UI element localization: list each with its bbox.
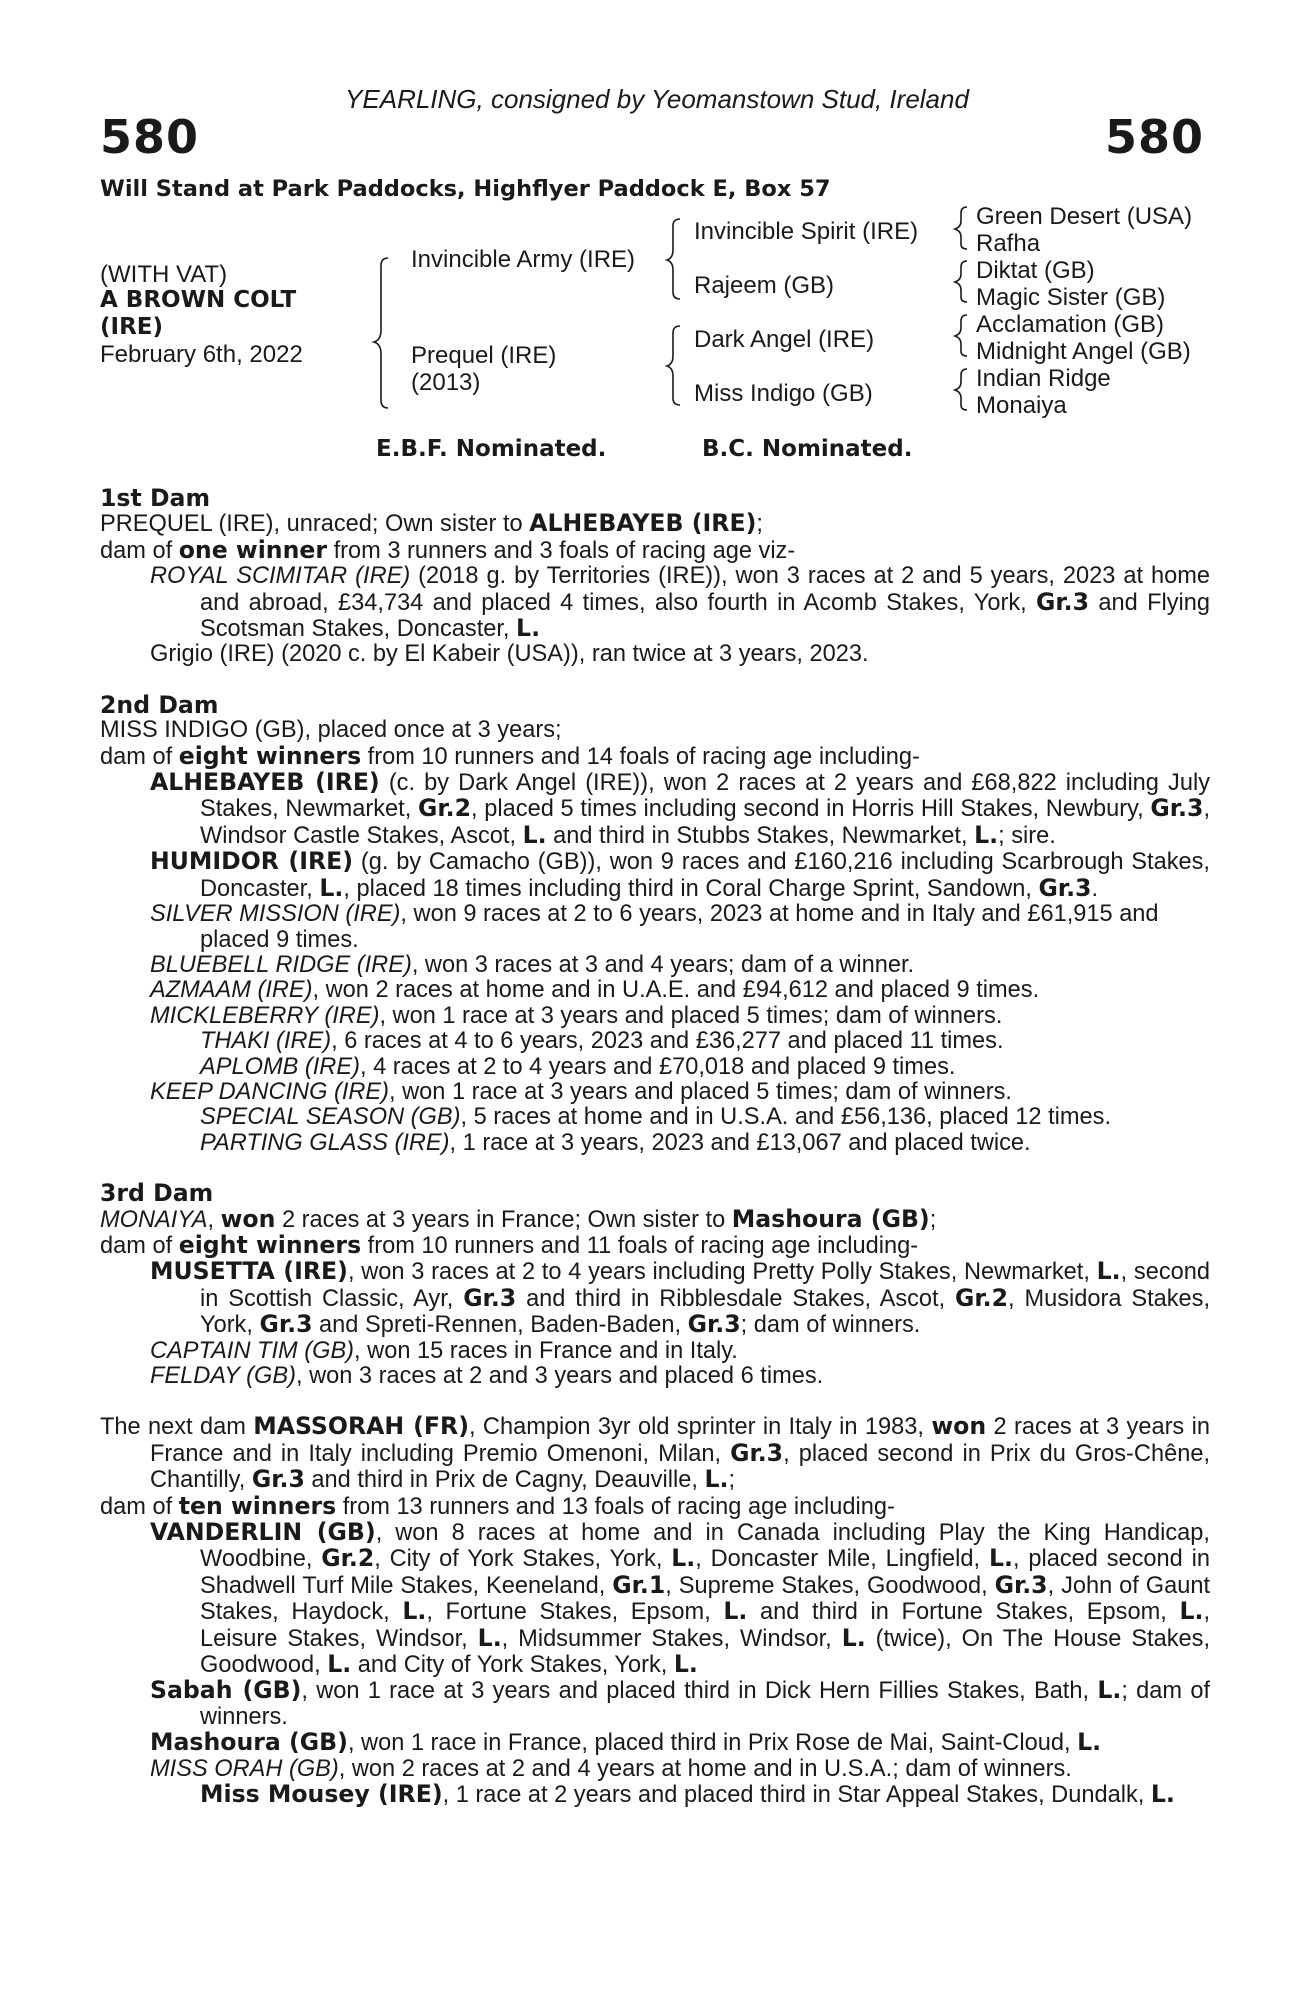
bc-nomination: B.C. Nominated. bbox=[702, 436, 913, 462]
ancestor-2: Rafha bbox=[976, 230, 1041, 257]
lot-number-right: 580 bbox=[1104, 110, 1204, 164]
first-dam-produce-summary: dam of one winner from 3 runners and 3 foals of racing age viz- bbox=[100, 535, 796, 564]
second-dam-produce-entry: KEEP DANCING (IRE), won 1 race at 3 years and placed 5 times; dam of winners. bbox=[150, 1078, 1012, 1105]
dam-foaled-year: (2013) bbox=[411, 369, 481, 396]
third-dam-produce-summary: dam of eight winners from 10 runners and 11 foals of racing age including- bbox=[100, 1230, 919, 1259]
third-dam-line: MONAIYA, won 2 races at 3 years in France; Own sister to Mashoura (GB); bbox=[100, 1204, 937, 1233]
third-dam-produce-entry: FELDAY (GB), won 3 races at 2 and 3 years and placed 6 times. bbox=[150, 1363, 824, 1389]
third-dam-produce-entry: CAPTAIN TIM (GB), won 15 races in France and in Italy. bbox=[150, 1337, 738, 1364]
pedigree-notes bbox=[100, 486, 1210, 1809]
first-dam-produce-entry: Grigio (IRE) (2020 c. by El Kabeir (USA)), ran twice at 3 years, 2023. bbox=[150, 641, 869, 668]
vat-note: (WITH VAT) bbox=[100, 261, 228, 288]
second-dam-produce-entry: SILVER MISSION (IRE), won 9 races at 2 to 6 years, 2023 at home and in Italy and £61,915 and placed 9 times. bbox=[150, 901, 1159, 953]
granddaughter-produce-entry: Miss Mousey (IRE), 1 race at 2 years and placed third in Star Appeal Stakes, Dundalk, L. bbox=[200, 1780, 1175, 1809]
horse-description: A BROWN COLT bbox=[100, 287, 297, 313]
ancestor-3: Diktat (GB) bbox=[976, 257, 1095, 284]
granddaughter-produce-entry: THAKI (IRE), 6 races at 4 to 6 years, 2023 and £36,277 and placed 11 times. bbox=[200, 1028, 1004, 1055]
consignment-heading: YEARLING, consigned by Yeomanstown Stud, Ireland bbox=[345, 84, 969, 114]
foaling-date: February 6th, 2022 bbox=[100, 341, 303, 368]
sire-sire-name: Invincible Spirit (IRE) bbox=[694, 218, 919, 245]
ancestor-1: Green Desert (USA) bbox=[976, 203, 1193, 230]
second-dam-produce-entry: MICKLEBERRY (IRE), won 1 race at 3 years and placed 5 times; dam of winners. bbox=[150, 1002, 1003, 1029]
granddaughter-produce-entry: SPECIAL SEASON (GB), 5 races at home and in U.S.A. and £56,136, placed 12 times. bbox=[200, 1104, 1112, 1131]
second-dam-produce-entry: BLUEBELL RIDGE (IRE), won 3 races at 3 and 4 years; dam of a winner. bbox=[150, 951, 915, 978]
fourth-dam-line: The next dam MASSORAH (FR), Champion 3yr old sprinter in Italy in 1983, won 2 races at 3 years in France and in Italy including Premio Omenoni, Milan, Gr.3, placed second in Prix du Gros-Chêne, Chantilly, Gr.3 and third in Prix de Cagny, Deauville, L.; bbox=[100, 1412, 1210, 1494]
second-dam-produce-entry: ALHEBAYEB (IRE) (c. by Dark Angel (IRE)), won 2 races at 2 years and £68,822 including July Stakes, Newmarket, Gr.2, placed 5 times including second in Horris Hill Stakes, Newbury, Gr.3, Windsor Castle Stakes, Ascot, L. and third in Stubbs Stakes, Newmarket, L.; sire. bbox=[150, 768, 1211, 849]
dam-sire-name: Dark Angel (IRE) bbox=[694, 326, 875, 353]
third-dam-heading: 3rd Dam bbox=[100, 1179, 214, 1208]
granddaughter-produce-entry: APLOMB (IRE), 4 races at 2 to 4 years and £70,018 and placed 9 times. bbox=[200, 1053, 956, 1080]
ancestor-4: Magic Sister (GB) bbox=[976, 284, 1166, 311]
fourth-dam-produce-entry: MISS ORAH (GB), won 2 races at 2 and 4 years at home and in U.S.A.; dam of winners. bbox=[150, 1755, 1072, 1782]
second-dam-heading: 2nd Dam bbox=[100, 690, 219, 719]
fourth-dam-produce-entry: Sabah (GB), won 1 race at 3 years and placed third in Dick Hern Fillies Stakes, Bath, L.; dam of winners. bbox=[150, 1676, 1211, 1730]
ancestor-7: Indian Ridge bbox=[976, 365, 1111, 392]
fourth-dam-produce-summary: dam of ten winners from 13 runners and 13 foals of racing age including- bbox=[100, 1491, 895, 1520]
lot-number-left: 580 bbox=[100, 110, 200, 164]
granddaughter-produce-entry: PARTING GLASS (IRE), 1 race at 3 years, 2023 and £13,067 and placed twice. bbox=[200, 1129, 1031, 1156]
second-dam-produce-summary: dam of eight winners from 10 runners and 14 foals of racing age including- bbox=[100, 741, 920, 770]
sire-name: Invincible Army (IRE) bbox=[411, 246, 636, 273]
first-dam-line: PREQUEL (IRE), unraced; Own sister to ALHEBAYEB (IRE); bbox=[100, 509, 763, 538]
ebf-nomination: E.B.F. Nominated. bbox=[376, 436, 607, 462]
ancestor-6: Midnight Angel (GB) bbox=[976, 338, 1191, 365]
second-dam-line: MISS INDIGO (GB), placed once at 3 years; bbox=[100, 717, 562, 744]
first-dam-heading: 1st Dam bbox=[100, 484, 211, 512]
second-dam-produce-entry: AZMAAM (IRE), won 2 races at home and in U.A.E. and £94,612 and placed 9 times. bbox=[150, 977, 1040, 1004]
stand-location: Will Stand at Park Paddocks, Highflyer Paddock E, Box 57 bbox=[100, 176, 831, 202]
dam-name: Prequel (IRE) bbox=[411, 342, 557, 369]
third-dam-produce-entry: MUSETTA (IRE), won 3 races at 2 to 4 years including Pretty Polly Stakes, Newmarket, L., second in Scottish Classic, Ayr, Gr.3 and third in Ribblesdale Stakes, Ascot, Gr.2, Musidora Stakes, York, Gr.3 and Spreti-Rennen, Baden-Baden, Gr.3; dam of winners. bbox=[150, 1257, 1211, 1339]
sire-dam-name: Rajeem (GB) bbox=[694, 272, 835, 299]
ancestor-8: Monaiya bbox=[976, 392, 1067, 419]
second-dam-produce-entry: HUMIDOR (IRE) (g. by Camacho (GB)), won 9 races and £160,216 including Scarbrough Stakes, Doncaster, L., placed 18 times including third in Coral Charge Sprint, Sandown, Gr.3. bbox=[150, 847, 1210, 902]
horse-origin: (IRE) bbox=[100, 314, 164, 340]
first-dam-produce-entry: ROYAL SCIMITAR (IRE) (2018 g. by Territories (IRE)), won 3 races at 2 and 5 years, 2023 at home and abroad, £34,734 and placed 4 times, also fourth in Acomb Stakes, York, Gr.3 and Flying Scotsman Stakes, Doncaster, L. bbox=[150, 563, 1211, 643]
fourth-dam-produce-entry: Mashoura (GB), won 1 race in France, placed third in Prix Rose de Mai, Saint-Cloud, L. bbox=[150, 1728, 1102, 1757]
dam-dam-name: Miss Indigo (GB) bbox=[694, 380, 873, 407]
ancestor-5: Acclamation (GB) bbox=[976, 311, 1165, 338]
fourth-dam-produce-entry: VANDERLIN (GB), won 8 races at home and in Canada including Play the King Handicap, Woodbine, Gr.2, City of York Stakes, York, L., Doncaster Mile, Lingfield, L., placed second in Shadwell Turf Mile Stakes, Keeneland, Gr.1, Supreme Stakes, Goodwood, Gr.3, John of Gaunt Stakes, Haydock, L., Fortune Stakes, Epsom, L. and third in Fortune Stakes, Epsom, L., Leisure Stakes, Windsor, L., Midsummer Stakes, Windsor, L. (twice), On The House Stakes, Goodwood, L. and City of York Stakes, York, L. bbox=[150, 1518, 1211, 1679]
